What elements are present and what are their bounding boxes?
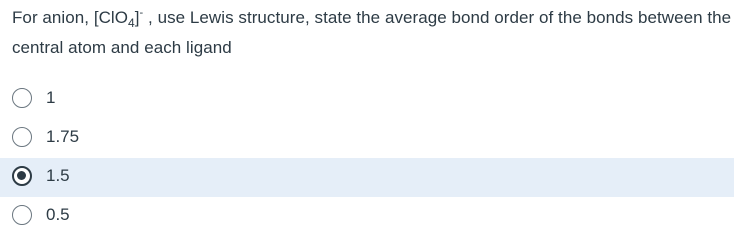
radio-button[interactable] bbox=[12, 127, 32, 147]
question-text bbox=[12, 3, 737, 63]
radio-button[interactable] bbox=[12, 166, 32, 186]
question-prefix: For anion, [ClO bbox=[12, 8, 129, 27]
answer-option-2[interactable] bbox=[0, 119, 734, 158]
answer-option-label[interactable]: 1 bbox=[46, 88, 56, 107]
answer-option-1[interactable] bbox=[0, 80, 734, 119]
radio-button[interactable] bbox=[12, 205, 32, 225]
radio-button[interactable] bbox=[12, 88, 32, 108]
answer-option-label[interactable]: 1.5 bbox=[46, 166, 70, 185]
charge-superscript: - bbox=[139, 7, 144, 19]
answer-options bbox=[0, 80, 734, 236]
formula-subscript: 4 bbox=[128, 16, 135, 30]
answer-option-label[interactable]: 0.5 bbox=[46, 205, 70, 224]
answer-option-3[interactable] bbox=[0, 158, 734, 197]
formula-close-bracket: ] bbox=[134, 8, 140, 27]
question-suffix: , use Lewis structure, state the average bond order of the bonds between the central atom and each ligand bbox=[12, 8, 732, 57]
answer-option-4[interactable] bbox=[0, 197, 734, 236]
answer-option-label[interactable]: 1.75 bbox=[46, 127, 80, 146]
